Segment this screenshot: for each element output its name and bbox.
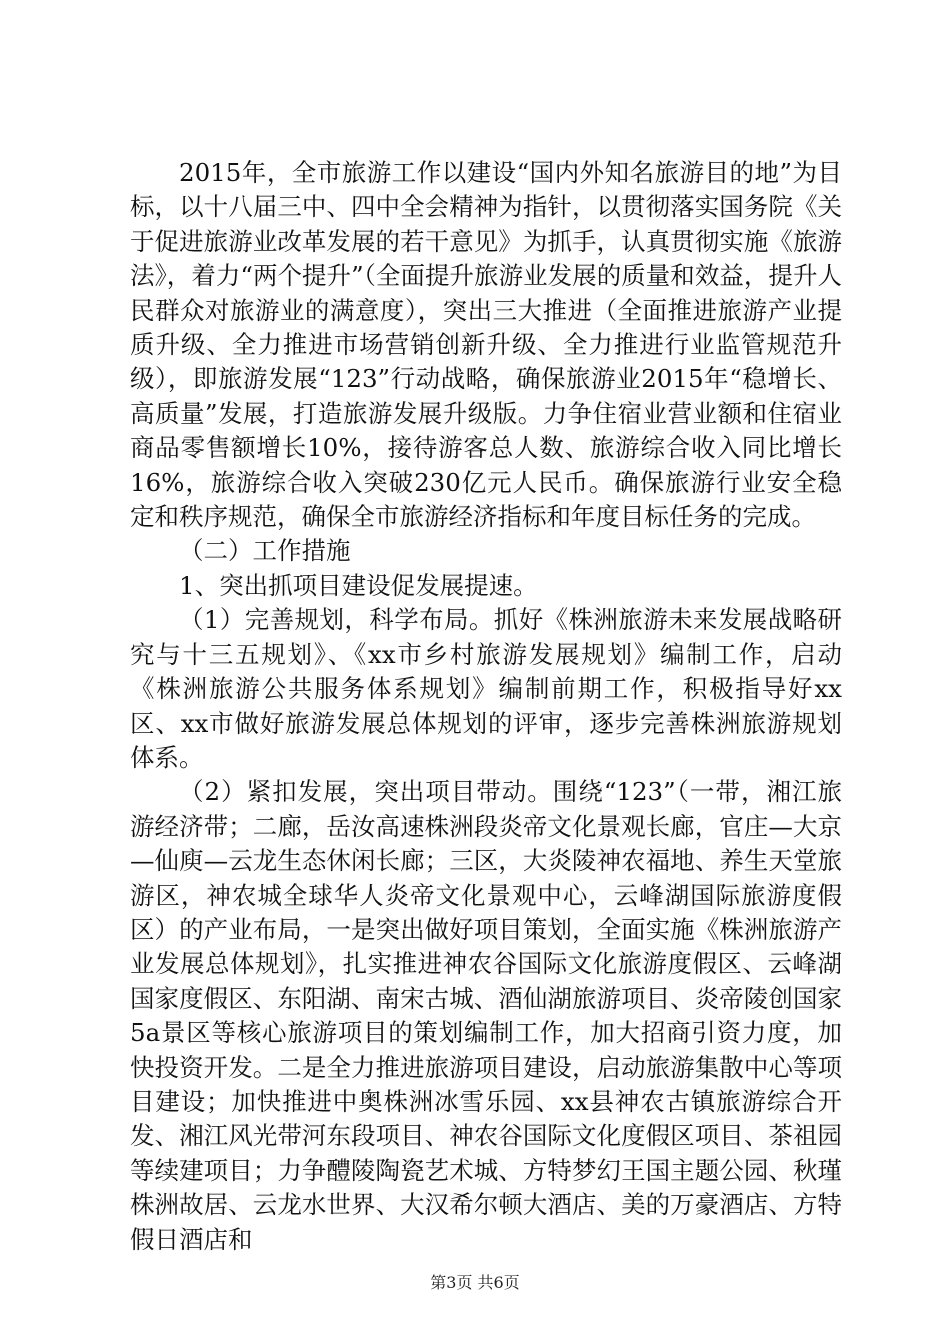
document-body: [130, 156, 842, 1257]
subsection-heading-projects: 1、突出抓项目建设促发展提速。: [179, 570, 538, 600]
paragraph-overview: 2015年，全市旅游工作以建设“国内外知名旅游目的地”为目标，以十八届三中、四中全会精神为指针，以贯彻落实国务院《关于促进旅游业改革发展的若干意见》为抓手，认真贯彻实施《旅游法》，着力“两个提升”（全面提升旅游业发展的质量和效益，提升人民群众对旅游业的满意度），突出三大推进（全面推进旅游产业提质升级、全力推进市场营销创新升级、全力推进行业监管规范升级），即旅游发展“123”行动战略，确保旅游业2015年“稳增长、高质量”发展，打造旅游发展升级版。力争住宿业营业额和住宿业商品零售额增长10%，接待游客总人数、旅游综合收入同比增长16%，旅游综合收入突破230亿元人民币。确保旅游行业安全稳定和秩序规范，确保全市旅游经济指标和年度目标任务的完成。: [130, 158, 842, 532]
paragraph-planning: （1）完善规划，科学布局。抓好《株洲旅游未来发展战略研究与十三五规划》、《xx市乡村旅游发展规划》编制工作，启动《株洲旅游公共服务体系规划》编制前期工作，积极指导好xx区、xx市做好旅游发展总体规划的评审，逐步完善株洲旅游规划体系。: [130, 605, 842, 772]
section-heading-measures: （二）工作措施: [179, 536, 351, 566]
page-number-footer: 第3页 共6页: [430, 1273, 520, 1292]
paragraph-project-driven: （2）紧扣发展，突出项目带动。围绕“123”（一带，湘江旅游经济带；二廊，岳汝高速株洲段炎帝文化景观长廊，官庄—大京—仙庾—云龙生态休闲长廊；三区，大炎陵神农福地、养生天堂旅游区，神农城全球华人炎帝文化景观中心，云峰湖国际旅游度假区）的产业布局，一是突出做好项目策划，全面实施《株洲旅游产业发展总体规划》，扎实推进神农谷国际文化旅游度假区、云峰湖国家度假区、东阳湖、南宋古城、酒仙湖旅游项目、炎帝陵创国家5a景区等核心旅游项目的策划编制工作，加大招商引资力度，加快投资开发。二是全力推进旅游项目建设，启动旅游集散中心等项目建设；加快推进中奥株洲冰雪乐园、xx县神农古镇旅游综合开发、湘江风光带河东段项目、神农谷国际文化度假区项目、茶祖园等续建项目；力争醴陵陶瓷艺术城、方特梦幻王国主题公园、秋瑾株洲故居、云龙水世界、大汉希尔顿大酒店、美的万豪酒店、方特假日酒店和: [130, 777, 842, 1254]
